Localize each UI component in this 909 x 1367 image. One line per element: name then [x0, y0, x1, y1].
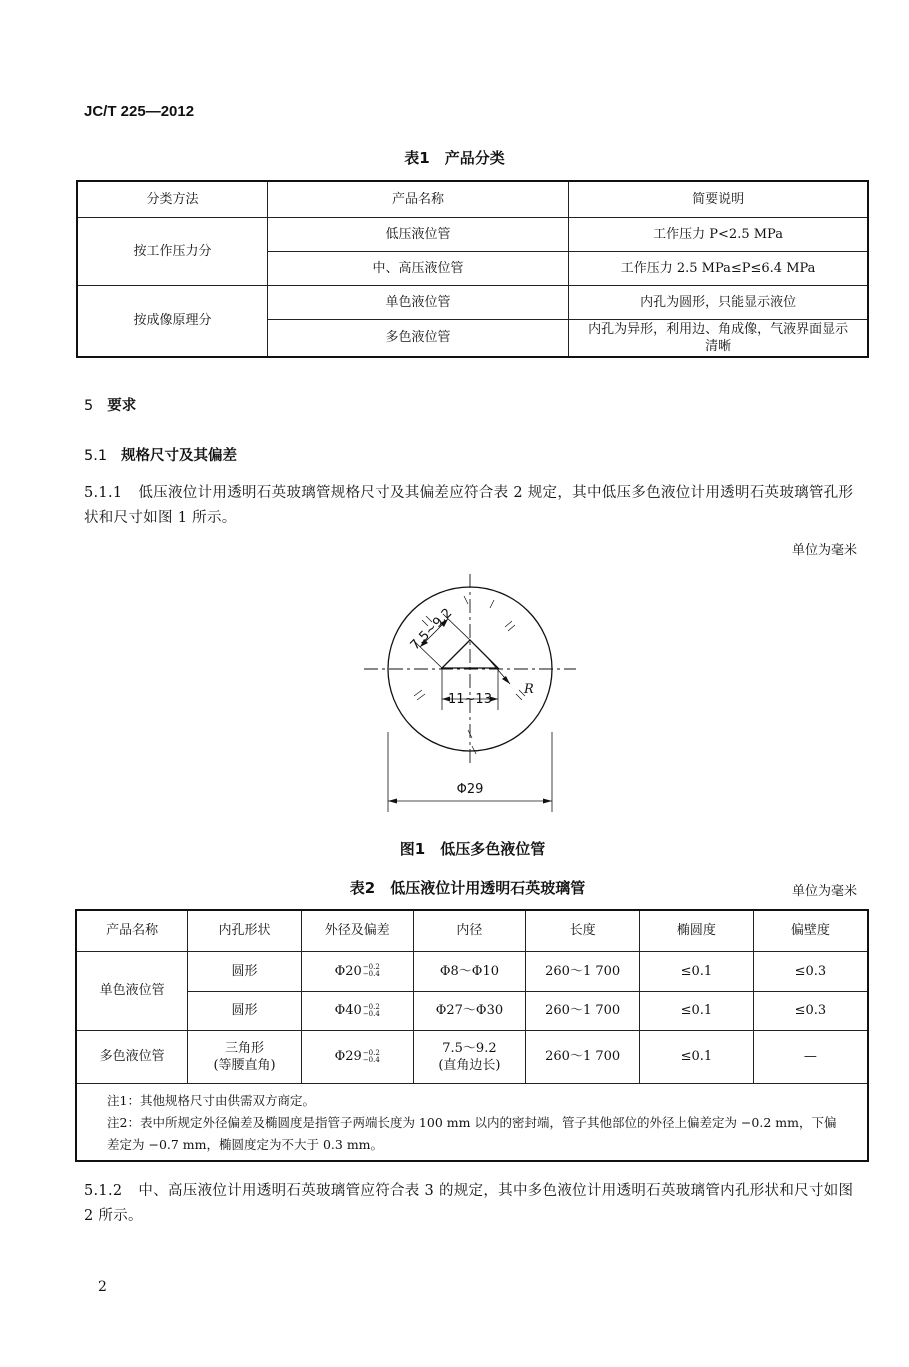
- table2-row: [76, 1030, 868, 1083]
- table1-name-cell: 中、高压液位管: [267, 251, 568, 285]
- table2-eccentricity-cell: ≤0.3: [753, 951, 868, 991]
- figure1-unit-note: 单位为毫米: [791, 543, 857, 558]
- table2-header-row: [76, 910, 868, 951]
- table2: [75, 909, 869, 1162]
- table2-caption: 表2 低压液位计用透明石英玻璃管: [349, 879, 586, 897]
- table1-header-cell: 产品名称: [267, 181, 568, 217]
- table2-ovality-cell: ≤0.1: [640, 951, 754, 991]
- paragraph-5-1-2: [84, 1179, 864, 1229]
- table2-header-cell: 偏壁度: [753, 910, 868, 951]
- page-number: 2: [98, 1279, 107, 1295]
- table2-length-cell: 260～1 700: [526, 951, 640, 991]
- table2-length-cell: 260～1 700: [526, 991, 640, 1030]
- table2-row: [76, 991, 868, 1030]
- table2-od-cell: [301, 1030, 413, 1083]
- table2-od-cell: [301, 991, 413, 1030]
- table1: [76, 180, 869, 358]
- table2-header-cell: 长度: [526, 910, 640, 951]
- od-value: Φ29: [334, 1049, 362, 1064]
- table1-name-cell: 低压液位管: [267, 217, 568, 251]
- table2-header-cell: 内径: [413, 910, 526, 951]
- table2-id-cell: Φ8～Φ10: [413, 951, 526, 991]
- table1-name-cell: 单色液位管: [267, 285, 568, 319]
- table2-notes-cell: [76, 1083, 868, 1161]
- table2-note-2: 注2：表中所规定外径偏差及椭圆度是指管子两端长度为 100 mm 以内的密封端，管子其他部位的外径上偏差定为 −0.2 mm，下偏差定为 −0.7 mm，椭圆度定为不大于 0.3 mm。: [107, 1114, 837, 1152]
- table2-eccentricity-cell: ≤0.3: [753, 991, 868, 1030]
- figure1-diameter-label: Φ29: [456, 782, 484, 797]
- figure1-drawing: [360, 560, 600, 820]
- table1-row: [77, 285, 868, 319]
- od-tolerance: −0.2 −0.4: [362, 963, 380, 978]
- table1-row: [77, 217, 868, 251]
- table2-header-cell: 椭圆度: [640, 910, 754, 951]
- section-5-1-heading: [84, 444, 237, 465]
- section-5-1-number: 5.1: [84, 448, 108, 464]
- figure1-base-dimension: 11~13: [448, 692, 492, 707]
- table1-caption: 表1 产品分类: [404, 149, 505, 167]
- table2-header-cell: 内孔形状: [188, 910, 302, 951]
- table2-id-cell: 7.5～9.2 (直角边长): [413, 1030, 526, 1083]
- table2-row: [76, 951, 868, 991]
- standard-code: JC/T 225—2012: [84, 103, 195, 120]
- od-tolerance: −0.2 −0.4: [362, 1002, 380, 1018]
- para-5-1-1-number: 5.1.1: [84, 485, 123, 501]
- table2-unit-note: 单位为毫米: [791, 884, 857, 899]
- arrow-icon: [388, 799, 397, 804]
- section-5-heading: [84, 394, 136, 415]
- table2-shape-cell: 圆形: [188, 991, 302, 1030]
- table2-product-cell: 多色液位管: [76, 1030, 188, 1083]
- para-5-1-2-number: 5.1.2: [84, 1183, 123, 1199]
- table2-product-cell: 单色液位管: [76, 951, 188, 1030]
- table2-shape-cell: 圆形: [188, 951, 302, 991]
- figure1-leg-dimension: 7.5~9.2: [407, 605, 456, 654]
- table2-header-cell: 外径及偏差: [301, 910, 413, 951]
- table1-desc-cell: 内孔为异形，利用边、角成像，气液界面显示清晰: [569, 319, 868, 357]
- section-5-1-title: 规格尺寸及其偏差: [121, 448, 238, 464]
- table1-desc-cell: 工作压力 2.5 MPa≤P≤6.4 MPa: [569, 251, 868, 285]
- table2-ovality-cell: ≤0.1: [640, 1030, 754, 1083]
- arrow-icon: [502, 676, 510, 684]
- section-5-number: 5: [84, 398, 94, 414]
- table2-id-cell: Φ27～Φ30: [413, 991, 526, 1030]
- arrow-icon: [543, 799, 552, 804]
- figure1-radius-label: R: [524, 682, 534, 697]
- table1-method-cell: 按成像原理分: [77, 285, 267, 357]
- table2-eccentricity-cell: —: [753, 1030, 868, 1083]
- table2-shape-cell: 三角形 (等腰直角): [188, 1030, 302, 1083]
- para-5-1-2-text: 中、高压液位计用透明石英玻璃管应符合表 3 的规定，其中多色液位计用透明石英玻璃管内孔形状和尺寸如图 2 所示。: [84, 1183, 854, 1224]
- table1-header-cell: 分类方法: [77, 181, 267, 217]
- table2-ovality-cell: ≤0.1: [640, 991, 754, 1030]
- table2-length-cell: 260～1 700: [526, 1030, 640, 1083]
- table1-header-row: [77, 181, 868, 217]
- paragraph-5-1-1: [84, 481, 864, 531]
- table2-od-cell: [301, 951, 413, 991]
- section-5-title: 要求: [107, 398, 137, 414]
- table2-notes-row: [76, 1083, 868, 1161]
- od-value: Φ40: [334, 1003, 362, 1018]
- table1-method-cell: 按工作压力分: [77, 217, 267, 285]
- od-value: Φ20: [334, 963, 362, 979]
- table2-header-cell: 产品名称: [76, 910, 188, 951]
- table1-header-cell: 简要说明: [569, 181, 868, 217]
- table1-desc-cell: 工作压力 P<2.5 MPa: [569, 217, 868, 251]
- table1-desc-cell: 内孔为圆形，只能显示液位: [569, 285, 868, 319]
- table1-name-cell: 多色液位管: [267, 319, 568, 357]
- table2-note-1: 注1：其他规格尺寸由供需双方商定。: [107, 1092, 315, 1108]
- para-5-1-1-text: 低压液位计用透明石英玻璃管规格尺寸及其偏差应符合表 2 规定，其中低压多色液位计用透明石英玻璃管孔形状和尺寸如图 1 所示。: [84, 485, 854, 526]
- od-tolerance: −0.2 −0.4: [362, 1048, 380, 1064]
- figure1-caption: 图1 低压多色液位管: [399, 840, 546, 858]
